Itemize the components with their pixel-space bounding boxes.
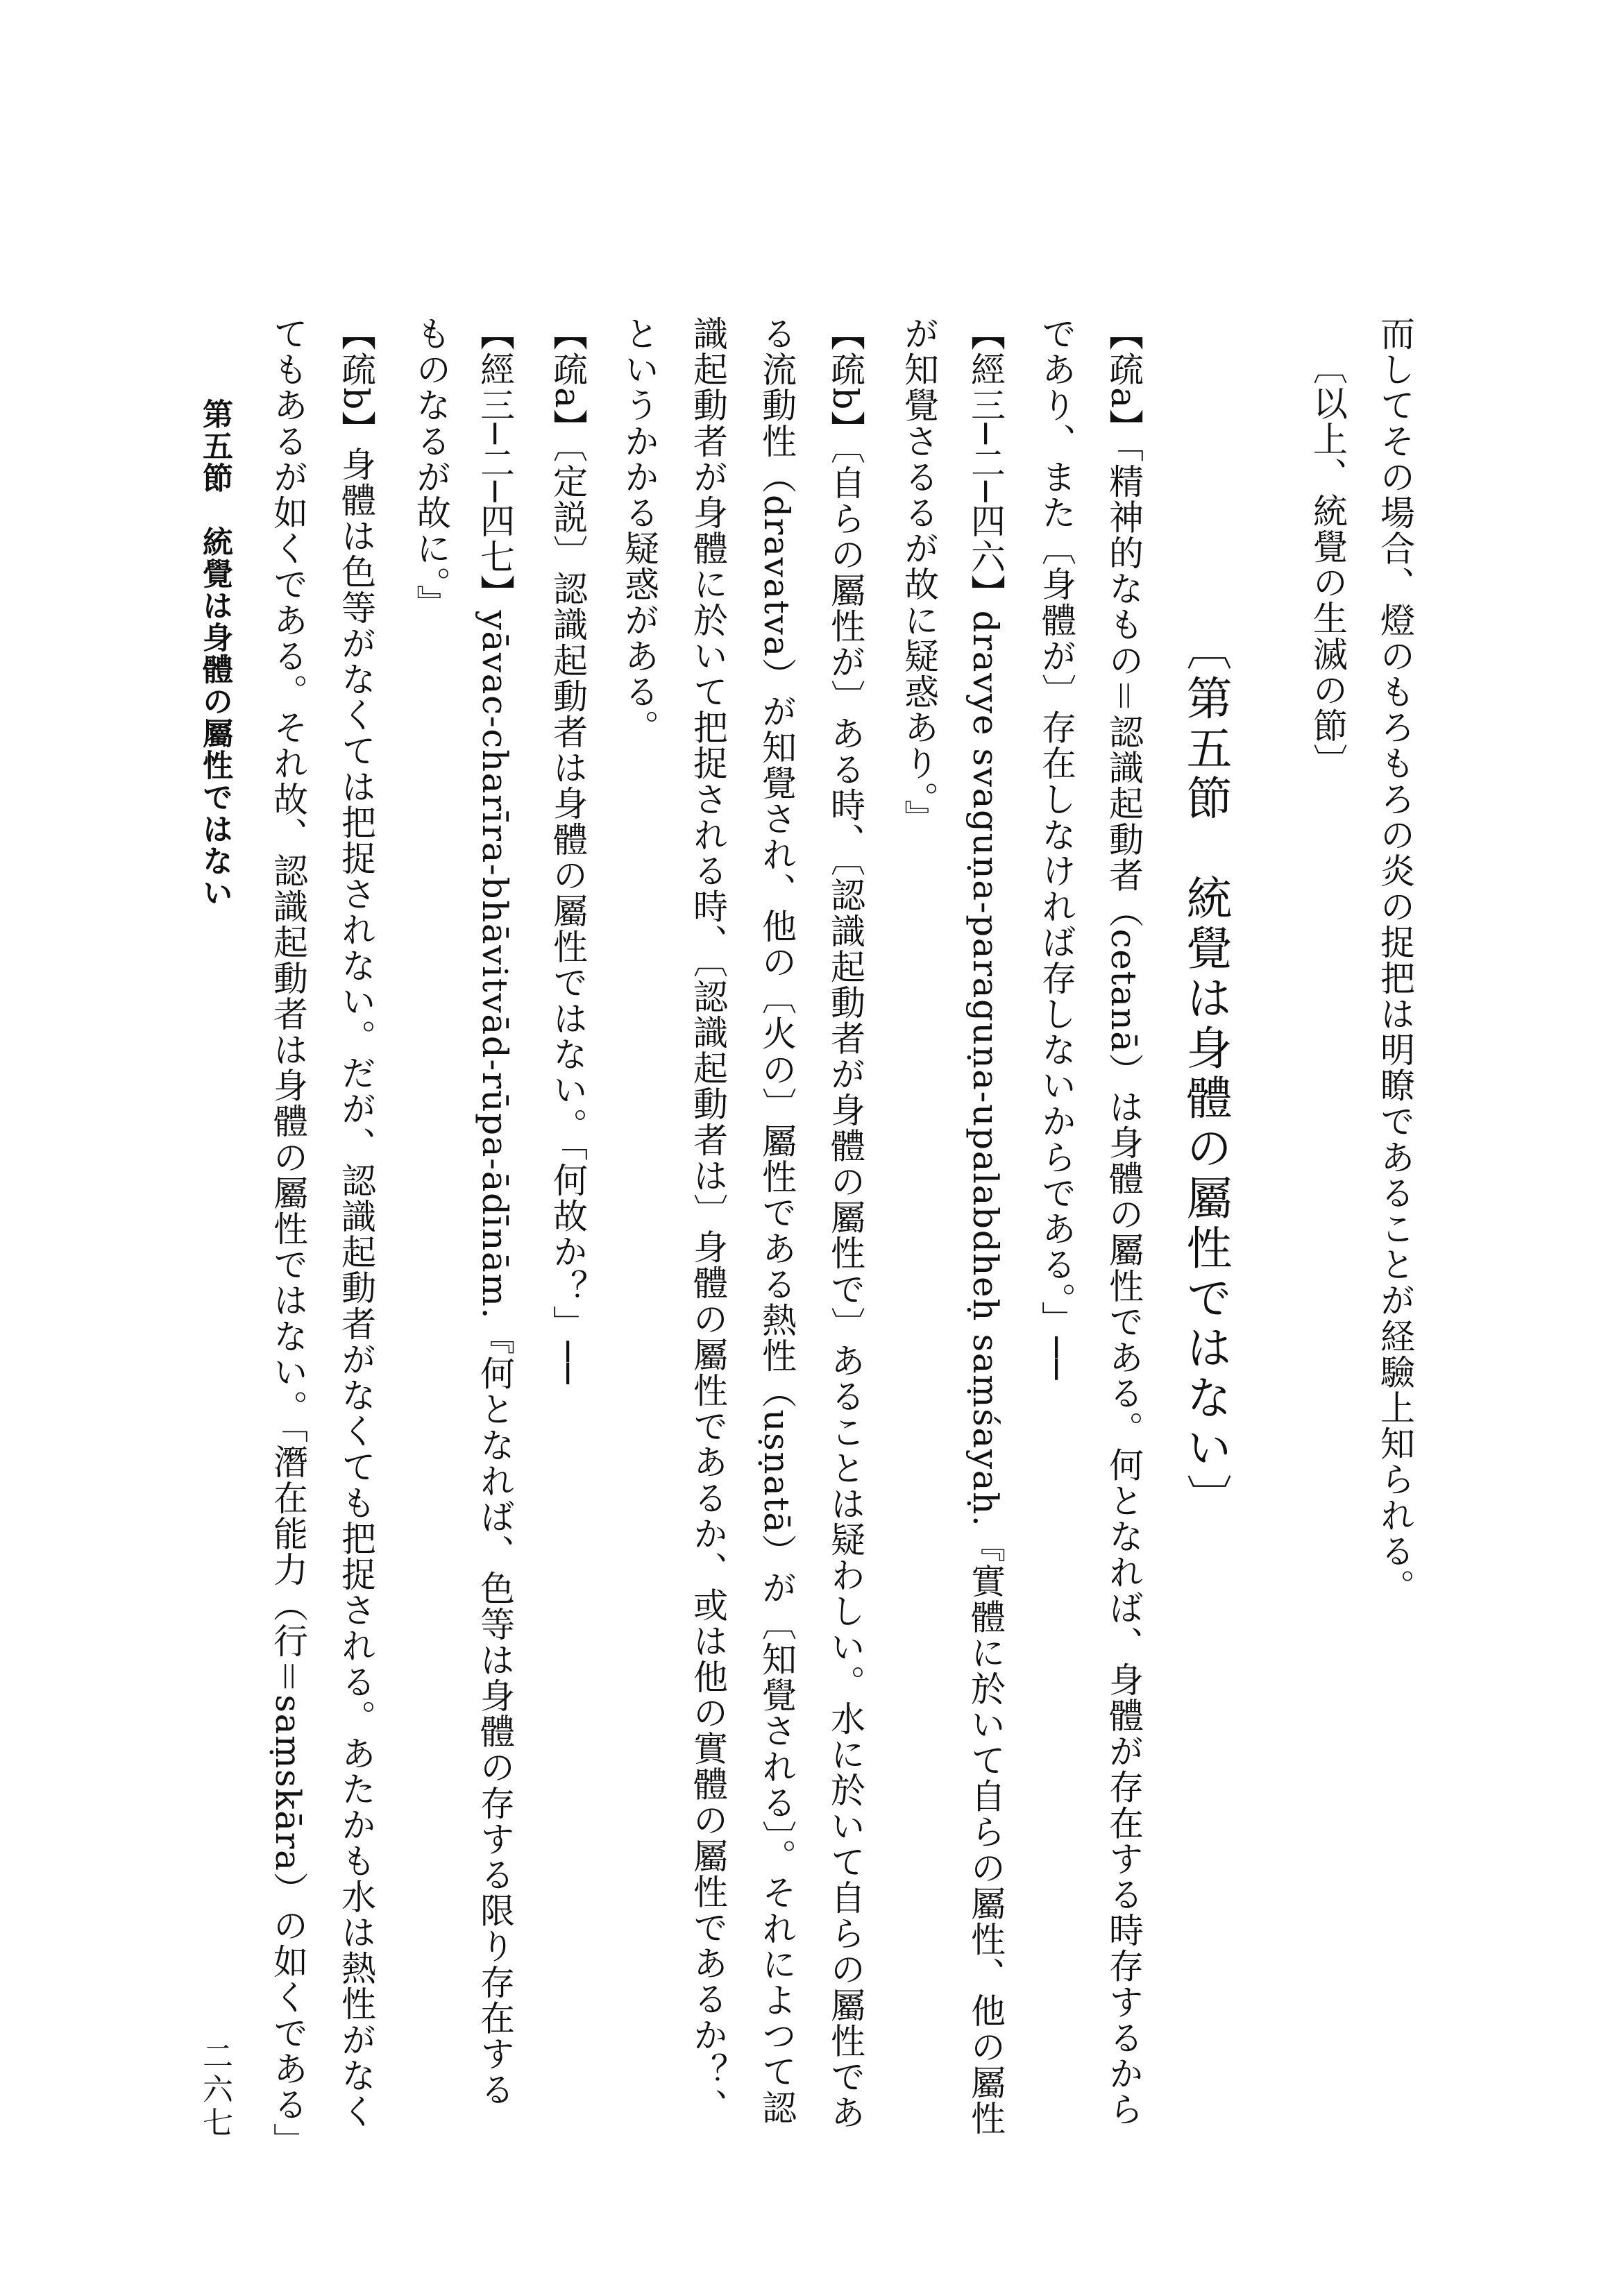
text-column-13: ものなるが故に。』 — [411, 316, 451, 621]
text-column-7: 【疏b】〔自らの屬性が〕ある時、〔認識起動者が身體の屬性で〕あることは疑わしい。水に於いて自らの屬性であ — [825, 316, 865, 2131]
text-column-2: 〔以上、統覺の生滅の節〕 — [1308, 350, 1348, 780]
text-column-1: 而してその場合、燈のもろもろの炎の捉把は明瞭であることが経驗上知られる。 — [1375, 316, 1415, 1605]
section-title: 〔第五節 統覺は身體の屬性ではない〕 — [1178, 624, 1232, 1524]
text-column-4: であり、また〔身體が〕存在しなければ存しないからである。」── — [1036, 316, 1076, 1381]
text-column-15: てもあるが如くである。それ故、認識起動者は身體の屬性ではない。「潛在能力（行＝saṃskāra）の如くである」 — [268, 316, 308, 2159]
text-column-3: 【疏a】「精神的なもの＝認識起動者（cetanā）は身體の屬性である。何となれば、身體が存在する時存するから — [1103, 316, 1144, 2127]
text-column-11: 【疏a】〔定説〕認識起動者は身體の屬性ではない。「何故か？」── — [548, 316, 588, 1386]
text-column-12: 【經三─二─四七】yāvac-charīra-bhāvitvād-rūpa-ādīnām.『何となれば、色等は身體の存する限り存在する — [475, 316, 515, 2108]
page-number: 二六七 — [197, 2040, 232, 2140]
text-column-9: 識起動者が身體に於いて把捉される時、〔認識起動者は〕身體の屬性であるか、或は他の實體の屬性であるか？、 — [688, 316, 728, 2125]
text-column-14: 【疏b】身體は色等がなくては把捉されない。だが、認識起動者がなくても把捉される。あたかも水は熱性がなく — [336, 316, 376, 2129]
text-column-5: 【經三─二─四六】dravye svaguṇa-paraguṇa-upalabdheḥ saṃśayaḥ.『實體に於いて自らの屬性、他の屬性 — [965, 316, 1006, 2136]
text-column-6: が知覺さるるが故に疑惑あり。』 — [899, 316, 939, 835]
running-footer: 第五節 統覺は身體の屬性ではない — [197, 398, 232, 909]
text-column-8: る流動性（dravatva）が知覺され、他の〔火の〕屬性である熱性（uṣṇatā）が〔知覺される〕。それによつて認 — [756, 316, 797, 2125]
text-column-10: というかかる疑惑がある。 — [619, 316, 659, 746]
